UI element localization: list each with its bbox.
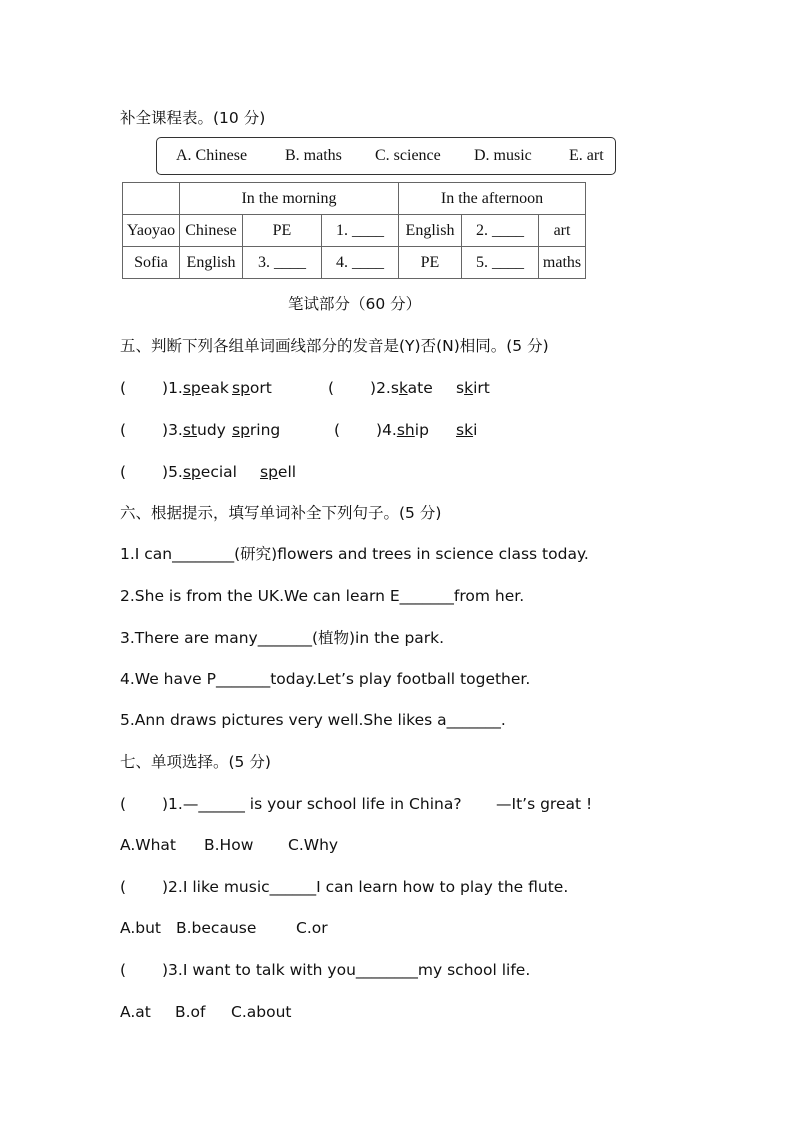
section7-heading: 七、单项选择。(5 分) — [120, 753, 271, 771]
fill-in-item: 3.There are many_______(植物)in the park. — [120, 629, 445, 647]
option-item: A.What — [120, 836, 176, 854]
question-stem: )3.I want to talk with you________my school life. — [162, 961, 531, 979]
table-header-morning: In the morning — [180, 183, 399, 215]
fill-in-item: 5.Ann draws pictures very well.She likes a_______. — [120, 711, 506, 729]
table-cell: PE — [399, 247, 462, 279]
phonics-word: ski — [456, 421, 478, 439]
option-item: C.or — [296, 919, 328, 937]
phonics-word: spell — [260, 463, 297, 481]
table-cell: Chinese — [180, 215, 243, 247]
fill-in-item: 4.We have P_______today.Let’s play football together. — [120, 670, 531, 688]
phonics-question: )1.speak — [162, 379, 229, 397]
option-item: C.Why — [288, 836, 339, 854]
option-e: E. art — [569, 147, 604, 164]
phonics-question: )2.skate — [370, 379, 433, 397]
student-name: Yaoyao — [123, 215, 180, 247]
phonics-word: sport — [232, 379, 272, 397]
options-box — [156, 137, 616, 175]
question-stem: )2.I like music______I can learn how to play the flute. — [162, 878, 569, 896]
table-cell: maths — [539, 247, 586, 279]
table-cell: 2. ____ — [462, 215, 539, 247]
table-cell: 4. ____ — [322, 247, 399, 279]
phonics-question: )4.ship — [376, 421, 429, 439]
table-row — [123, 215, 586, 247]
table-cell: 5. ____ — [462, 247, 539, 279]
option-item: B.How — [204, 836, 254, 854]
section5-heading: 五、判断下列各组单词画线部分的发音是(Y)否(N)相同。(5 分) — [120, 337, 549, 355]
table-cell: 3. ____ — [243, 247, 322, 279]
answer-paren-open: ( — [120, 379, 127, 397]
table-cell — [123, 183, 180, 215]
option-item: C.about — [231, 1003, 292, 1021]
answer-paren-open: ( — [120, 463, 127, 481]
phonics-word: spring — [232, 421, 281, 439]
answer-paren-open: ( — [120, 421, 127, 439]
phonics-question: )3.study — [162, 421, 226, 439]
table-cell: English — [180, 247, 243, 279]
question-stem: )1.—______ is your school life in China? — [162, 795, 462, 813]
table-header-afternoon: In the afternoon — [399, 183, 586, 215]
written-part-title: 笔试部分（60 分） — [288, 295, 422, 313]
option-a: A. Chinese — [176, 147, 248, 164]
phonics-question: )5.special — [162, 463, 237, 481]
answer-paren-open: ( — [334, 421, 341, 439]
section6-heading: 六、根据提示，填写单词补全下列句子。(5 分) — [120, 504, 442, 522]
answer-paren-open: ( — [120, 961, 127, 979]
schedule-table — [122, 182, 586, 279]
student-name: Sofia — [123, 247, 180, 279]
option-b: B. maths — [285, 147, 342, 164]
fill-in-item: 1.I can________(研究)flowers and trees in science class today. — [120, 545, 589, 563]
fill-in-item: 2.She is from the UK.We can learn E_______from her. — [120, 587, 525, 605]
table-row — [123, 183, 586, 215]
option-c: C. science — [375, 147, 441, 164]
answer-paren-open: ( — [328, 379, 335, 397]
option-item: B.of — [175, 1003, 206, 1021]
option-item: A.but — [120, 919, 161, 937]
table-cell: English — [399, 215, 462, 247]
table-row — [123, 247, 586, 279]
table-cell: PE — [243, 215, 322, 247]
question-reply: —It’s great ! — [496, 795, 593, 813]
table-cell: 1. ____ — [322, 215, 399, 247]
option-item: A.at — [120, 1003, 151, 1021]
answer-paren-open: ( — [120, 878, 127, 896]
phonics-word: skirt — [456, 379, 490, 397]
schedule-heading: 补全课程表。(10 分) — [120, 109, 266, 127]
option-d: D. music — [474, 147, 532, 164]
table-cell: art — [539, 215, 586, 247]
option-item: B.because — [176, 919, 257, 937]
answer-paren-open: ( — [120, 795, 127, 813]
